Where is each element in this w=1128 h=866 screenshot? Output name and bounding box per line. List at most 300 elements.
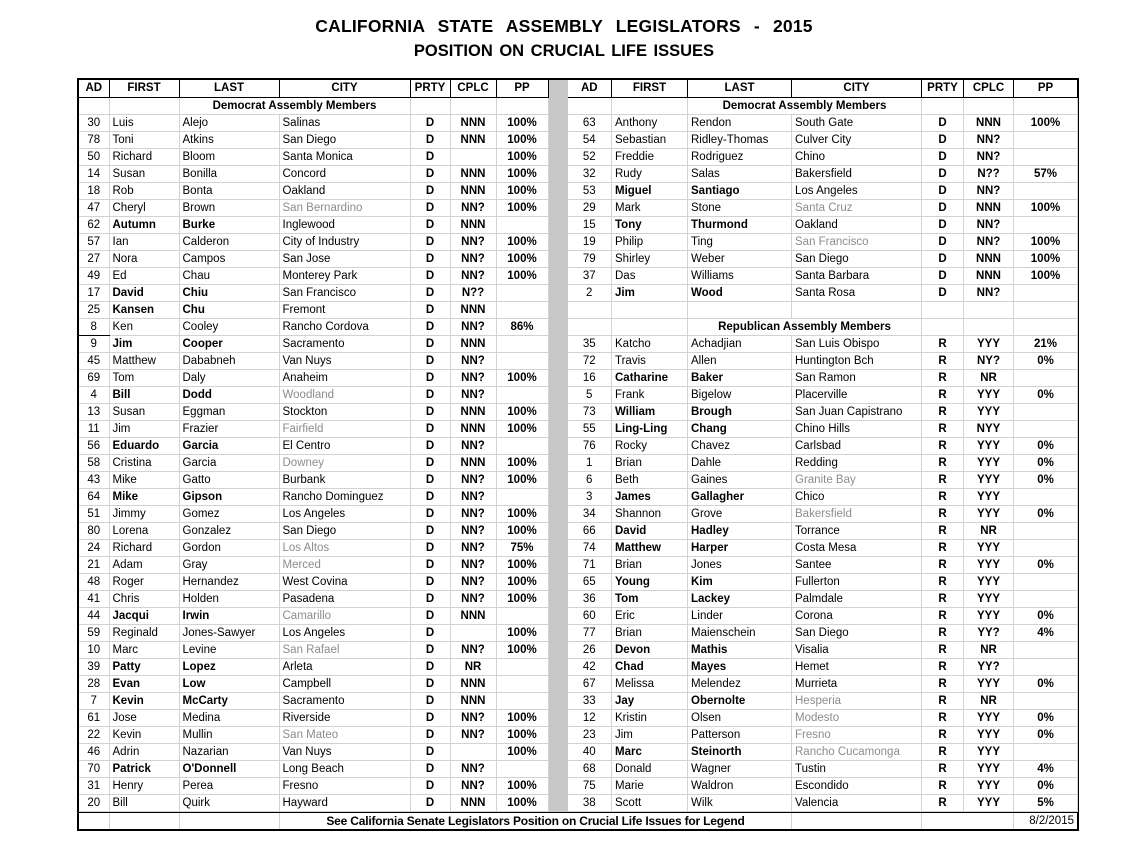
cell-last: Mayes [688, 658, 792, 675]
cell-ad: 30 [79, 114, 109, 131]
cell-cplc: NN? [450, 777, 496, 794]
cell-first: Sebastian [612, 131, 688, 148]
cell-cplc: NR [964, 641, 1014, 658]
cell-first: James [612, 488, 688, 505]
cell-first: Marc [612, 743, 688, 760]
legislators-table [77, 78, 1079, 831]
cell-first: Susan [109, 165, 179, 182]
page-title [0, 16, 1128, 61]
cell-first: Matthew [612, 539, 688, 556]
cell-pp [496, 352, 548, 369]
cell-prty: D [410, 658, 450, 675]
footer-note: See California Senate Legislators Position on Crucial Life Issues for Legend [280, 813, 792, 829]
cell-city: Chico [792, 488, 922, 505]
cell-ad: 56 [79, 437, 109, 454]
cell-cplc: NNN [450, 420, 496, 437]
table-row [568, 726, 1078, 743]
right-table-header [568, 80, 1078, 97]
cell-first: Ian [109, 233, 179, 250]
table-row [79, 335, 548, 352]
table-row [79, 590, 548, 607]
cell-last: Hadley [688, 522, 792, 539]
table-row [79, 777, 548, 794]
cell-last: Ting [688, 233, 792, 250]
col-header-first: FIRST [612, 80, 688, 97]
cell-first: Marc [109, 641, 179, 658]
cell-pp: 100% [1014, 233, 1078, 250]
cell-first: Devon [612, 641, 688, 658]
cell-city: Rancho Cucamonga [792, 743, 922, 760]
cell-prty: D [410, 335, 450, 352]
cell-last: Calderon [179, 233, 279, 250]
table-row [79, 624, 548, 641]
table-row [79, 233, 548, 250]
cell-city: Placerville [792, 386, 922, 403]
cell-last: Grove [688, 505, 792, 522]
left-table [79, 80, 549, 812]
cell-ad: 20 [79, 794, 109, 811]
cell-empty [568, 97, 612, 114]
cell-prty: D [410, 743, 450, 760]
cell-first: Beth [612, 471, 688, 488]
cell-ad: 52 [568, 148, 612, 165]
cell-first: Chris [109, 590, 179, 607]
table-row [568, 250, 1078, 267]
cell-pp: 5% [1014, 794, 1078, 811]
table-separator [549, 80, 568, 812]
cell-empty [1014, 301, 1078, 318]
cell-ad: 62 [79, 216, 109, 233]
cell-city: Santa Rosa [792, 284, 922, 301]
cell-ad: 49 [79, 267, 109, 284]
table-row [568, 675, 1078, 692]
cell-ad: 38 [568, 794, 612, 811]
col-header-city: CITY [279, 80, 410, 97]
cell-prty: D [922, 284, 964, 301]
cell-cplc: NNN [450, 114, 496, 131]
cell-last: Patterson [688, 726, 792, 743]
col-header-pp: PP [1014, 80, 1078, 97]
table-row [79, 726, 548, 743]
cell-last: Garcia [179, 437, 279, 454]
cell-city: Rancho Cordova [279, 318, 410, 335]
cell-ad: 64 [79, 488, 109, 505]
cell-ad: 42 [568, 658, 612, 675]
cell-city: Burbank [279, 471, 410, 488]
cell-cplc: NN? [964, 233, 1014, 250]
cell-cplc [450, 624, 496, 641]
table-row [568, 148, 1078, 165]
cell-city: Campbell [279, 675, 410, 692]
cell-city: San Juan Capistrano [792, 403, 922, 420]
cell-first: David [109, 284, 179, 301]
cell-cplc: NN? [450, 590, 496, 607]
col-header-first: FIRST [109, 80, 179, 97]
cell-city: Woodland [279, 386, 410, 403]
cell-last: Rendon [688, 114, 792, 131]
cell-first: Melissa [612, 675, 688, 692]
cell-prty: D [410, 760, 450, 777]
cell-last: Allen [688, 352, 792, 369]
cell-pp [1014, 522, 1078, 539]
cell-ad: 53 [568, 182, 612, 199]
cell-prty: R [922, 675, 964, 692]
cell-city: Los Altos [279, 539, 410, 556]
table-row [568, 165, 1078, 182]
cell-first: Jimmy [109, 505, 179, 522]
cell-first: Mark [612, 199, 688, 216]
cell-last: Eggman [179, 403, 279, 420]
cell-city: Palmdale [792, 590, 922, 607]
cell-city: Merced [279, 556, 410, 573]
cell-pp: 4% [1014, 624, 1078, 641]
table-row [79, 386, 548, 403]
cell-first: Rob [109, 182, 179, 199]
title-line2: POSITION ON CRUCIAL LIFE ISSUES [413, 42, 715, 60]
cell-cplc: YYY [964, 590, 1014, 607]
cell-prty: R [922, 454, 964, 471]
cell-last: Campos [179, 250, 279, 267]
cell-city: Costa Mesa [792, 539, 922, 556]
cell-last: Irwin [179, 607, 279, 624]
cell-cplc: NNN [450, 165, 496, 182]
cell-city: Redding [792, 454, 922, 471]
cell-cplc: NNN [450, 335, 496, 352]
table-row [568, 284, 1078, 301]
cell-pp [496, 607, 548, 624]
cell-cplc: NN? [450, 505, 496, 522]
cell-cplc: NN? [450, 573, 496, 590]
cell-city: Modesto [792, 709, 922, 726]
cell-cplc: NR [964, 692, 1014, 709]
cell-last: Lopez [179, 658, 279, 675]
cell-ad: 4 [79, 386, 109, 403]
cell-last: Bonta [179, 182, 279, 199]
cell-first: Jim [109, 335, 179, 352]
cell-prty: D [410, 114, 450, 131]
cell-city: Van Nuys [279, 743, 410, 760]
table-row [79, 471, 548, 488]
cell-empty [688, 301, 792, 318]
cell-pp: 100% [496, 233, 548, 250]
cell-prty: R [922, 709, 964, 726]
table-row [79, 148, 548, 165]
section-header-row [568, 318, 1078, 335]
table-row [79, 182, 548, 199]
cell-last: Brough [688, 403, 792, 420]
table-row [79, 437, 548, 454]
table-row [568, 233, 1078, 250]
cell-pp [1014, 369, 1078, 386]
cell-prty: D [410, 692, 450, 709]
cell-prty: R [922, 437, 964, 454]
cell-last: Gomez [179, 505, 279, 522]
cell-ad: 11 [79, 420, 109, 437]
cell-first: Brian [612, 556, 688, 573]
cell-empty [964, 97, 1014, 114]
table-row [568, 335, 1078, 352]
cell-ad: 79 [568, 250, 612, 267]
cell-last: Gaines [688, 471, 792, 488]
cell-pp [1014, 590, 1078, 607]
cell-ad: 3 [568, 488, 612, 505]
cell-prty: D [410, 403, 450, 420]
cell-prty: R [922, 760, 964, 777]
cell-prty: R [922, 607, 964, 624]
table-row [568, 794, 1078, 811]
cell-empty [922, 301, 964, 318]
col-header-pp: PP [496, 80, 548, 97]
cell-prty: R [922, 386, 964, 403]
cell-pp [496, 692, 548, 709]
table-row [568, 539, 1078, 556]
cell-prty: R [922, 488, 964, 505]
cell-prty: D [410, 539, 450, 556]
cell-prty: D [922, 199, 964, 216]
cell-last: Garcia [179, 454, 279, 471]
table-row [568, 386, 1078, 403]
cell-prty: R [922, 743, 964, 760]
cell-first: Miguel [612, 182, 688, 199]
right-table [568, 80, 1079, 812]
cell-cplc: NR [964, 369, 1014, 386]
cell-ad: 43 [79, 471, 109, 488]
cell-ad: 46 [79, 743, 109, 760]
cell-city: San Diego [279, 131, 410, 148]
table-row [568, 369, 1078, 386]
cell-ad: 25 [79, 301, 109, 318]
cell-last: Harper [688, 539, 792, 556]
cell-city: City of Industry [279, 233, 410, 250]
cell-cplc: NN? [450, 267, 496, 284]
table-row [568, 658, 1078, 675]
cell-empty [922, 318, 964, 335]
cell-city: Sacramento [279, 335, 410, 352]
cell-city: Santa Cruz [792, 199, 922, 216]
cell-city: San Luis Obispo [792, 335, 922, 352]
cell-first: Patty [109, 658, 179, 675]
cell-last: Gordon [179, 539, 279, 556]
cell-prty: R [922, 624, 964, 641]
cell-cplc: NN? [450, 488, 496, 505]
footer-empty-cell [792, 813, 922, 829]
cell-first: Brian [612, 624, 688, 641]
cell-city: Murrieta [792, 675, 922, 692]
table-row [568, 488, 1078, 505]
table-row [79, 420, 548, 437]
cell-city: San Diego [279, 522, 410, 539]
table-row [79, 539, 548, 556]
cell-city: Salinas [279, 114, 410, 131]
cell-first: Katcho [612, 335, 688, 352]
cell-city: San Mateo [279, 726, 410, 743]
cell-ad: 24 [79, 539, 109, 556]
table-row [568, 471, 1078, 488]
cell-first: Jay [612, 692, 688, 709]
cell-prty: D [410, 420, 450, 437]
cell-empty [612, 301, 688, 318]
cell-first: Evan [109, 675, 179, 692]
cell-first: Henry [109, 777, 179, 794]
cell-pp [496, 284, 548, 301]
cell-ad: 13 [79, 403, 109, 420]
cell-prty: D [410, 454, 450, 471]
cell-prty: D [410, 148, 450, 165]
cell-pp: 4% [1014, 760, 1078, 777]
cell-city: Hesperia [792, 692, 922, 709]
col-header-ad: AD [79, 80, 109, 97]
cell-city: Los Angeles [792, 182, 922, 199]
cell-pp [496, 301, 548, 318]
cell-ad: 59 [79, 624, 109, 641]
footer-empty-cell [79, 813, 110, 829]
cell-city: Fremont [279, 301, 410, 318]
cell-last: Gallagher [688, 488, 792, 505]
cell-prty: D [410, 233, 450, 250]
cell-first: Nora [109, 250, 179, 267]
cell-city: Los Angeles [279, 505, 410, 522]
cell-last: Atkins [179, 131, 279, 148]
cell-prty: D [410, 182, 450, 199]
cell-city: Fresno [279, 777, 410, 794]
cell-ad: 15 [568, 216, 612, 233]
table-row [568, 182, 1078, 199]
table-row [79, 573, 548, 590]
cell-last: Quirk [179, 794, 279, 811]
cell-city: Downey [279, 454, 410, 471]
cell-pp: 100% [496, 131, 548, 148]
cell-pp: 100% [496, 182, 548, 199]
cell-pp [496, 488, 548, 505]
cell-last: Gonzalez [179, 522, 279, 539]
cell-empty [1014, 318, 1078, 335]
cell-city: West Covina [279, 573, 410, 590]
cell-city: Culver City [792, 131, 922, 148]
cell-first: Scott [612, 794, 688, 811]
table-row [79, 658, 548, 675]
cell-city: Stockton [279, 403, 410, 420]
cell-cplc: YYY [964, 760, 1014, 777]
cell-cplc: YYY [964, 675, 1014, 692]
table-body [79, 80, 1077, 812]
cell-cplc: NN? [450, 199, 496, 216]
cell-cplc: NY? [964, 352, 1014, 369]
cell-cplc: NN? [450, 760, 496, 777]
cell-prty: D [410, 284, 450, 301]
col-header-cplc: CPLC [964, 80, 1014, 97]
cell-cplc: YYY [964, 437, 1014, 454]
table-row [79, 318, 548, 335]
cell-last: Maienschein [688, 624, 792, 641]
cell-ad: 27 [79, 250, 109, 267]
cell-city: Bakersfield [792, 505, 922, 522]
cell-ad: 12 [568, 709, 612, 726]
cell-pp [1014, 658, 1078, 675]
cell-cplc: NN? [450, 709, 496, 726]
cell-prty: D [410, 505, 450, 522]
cell-cplc: YYY [964, 539, 1014, 556]
cell-prty: R [922, 556, 964, 573]
cell-empty [109, 97, 179, 114]
table-row [79, 301, 548, 318]
cell-ad: 69 [79, 369, 109, 386]
cell-pp [1014, 148, 1078, 165]
cell-last: Dodd [179, 386, 279, 403]
cell-last: Gipson [179, 488, 279, 505]
cell-pp: 100% [1014, 267, 1078, 284]
cell-pp: 100% [496, 114, 548, 131]
table-row [79, 794, 548, 811]
table-row [568, 267, 1078, 284]
cell-last: Chang [688, 420, 792, 437]
cell-ad: 47 [79, 199, 109, 216]
cell-last: Gray [179, 556, 279, 573]
cell-ad: 6 [568, 471, 612, 488]
cell-last: Weber [688, 250, 792, 267]
cell-last: Levine [179, 641, 279, 658]
cell-last: Chiu [179, 284, 279, 301]
cell-ad: 66 [568, 522, 612, 539]
table-row [568, 199, 1078, 216]
cell-ad: 1 [568, 454, 612, 471]
cell-ad: 60 [568, 607, 612, 624]
cell-first: Kristin [612, 709, 688, 726]
cell-first: William [612, 403, 688, 420]
cell-last: Daly [179, 369, 279, 386]
section-header-row [568, 97, 1078, 114]
cell-pp: 100% [496, 556, 548, 573]
cell-pp: 100% [496, 573, 548, 590]
cell-pp: 100% [496, 624, 548, 641]
cell-ad: 32 [568, 165, 612, 182]
cell-pp: 100% [496, 403, 548, 420]
table-row [79, 403, 548, 420]
cell-first: Freddie [612, 148, 688, 165]
title-line1: CALIFORNIA STATE ASSEMBLY LEGISLATORS - 2015 [315, 16, 813, 36]
cell-cplc: N?? [450, 284, 496, 301]
cell-prty: R [922, 573, 964, 590]
cell-prty: R [922, 369, 964, 386]
cell-cplc: NN? [450, 318, 496, 335]
cell-first: Adrin [109, 743, 179, 760]
cell-pp: 100% [496, 454, 548, 471]
cell-first: Shirley [612, 250, 688, 267]
cell-pp [1014, 403, 1078, 420]
cell-prty: D [410, 726, 450, 743]
cell-cplc: NNN [450, 675, 496, 692]
cell-last: Holden [179, 590, 279, 607]
cell-last: Cooper [179, 335, 279, 352]
cell-cplc: NN? [450, 233, 496, 250]
cell-cplc: YYY [964, 777, 1014, 794]
cell-empty [79, 97, 109, 114]
table-row [79, 675, 548, 692]
cell-cplc: NNN [964, 199, 1014, 216]
cell-city: San Ramon [792, 369, 922, 386]
cell-city: Oakland [279, 182, 410, 199]
cell-prty: D [922, 216, 964, 233]
cell-cplc: NNN [450, 607, 496, 624]
table-row [79, 352, 548, 369]
cell-cplc: YYY [964, 726, 1014, 743]
cell-first: Anthony [612, 114, 688, 131]
cell-first: Donald [612, 760, 688, 777]
cell-prty: R [922, 777, 964, 794]
cell-pp: 0% [1014, 386, 1078, 403]
cell-last: Chavez [688, 437, 792, 454]
cell-ad: 9 [79, 335, 109, 352]
cell-pp: 0% [1014, 709, 1078, 726]
